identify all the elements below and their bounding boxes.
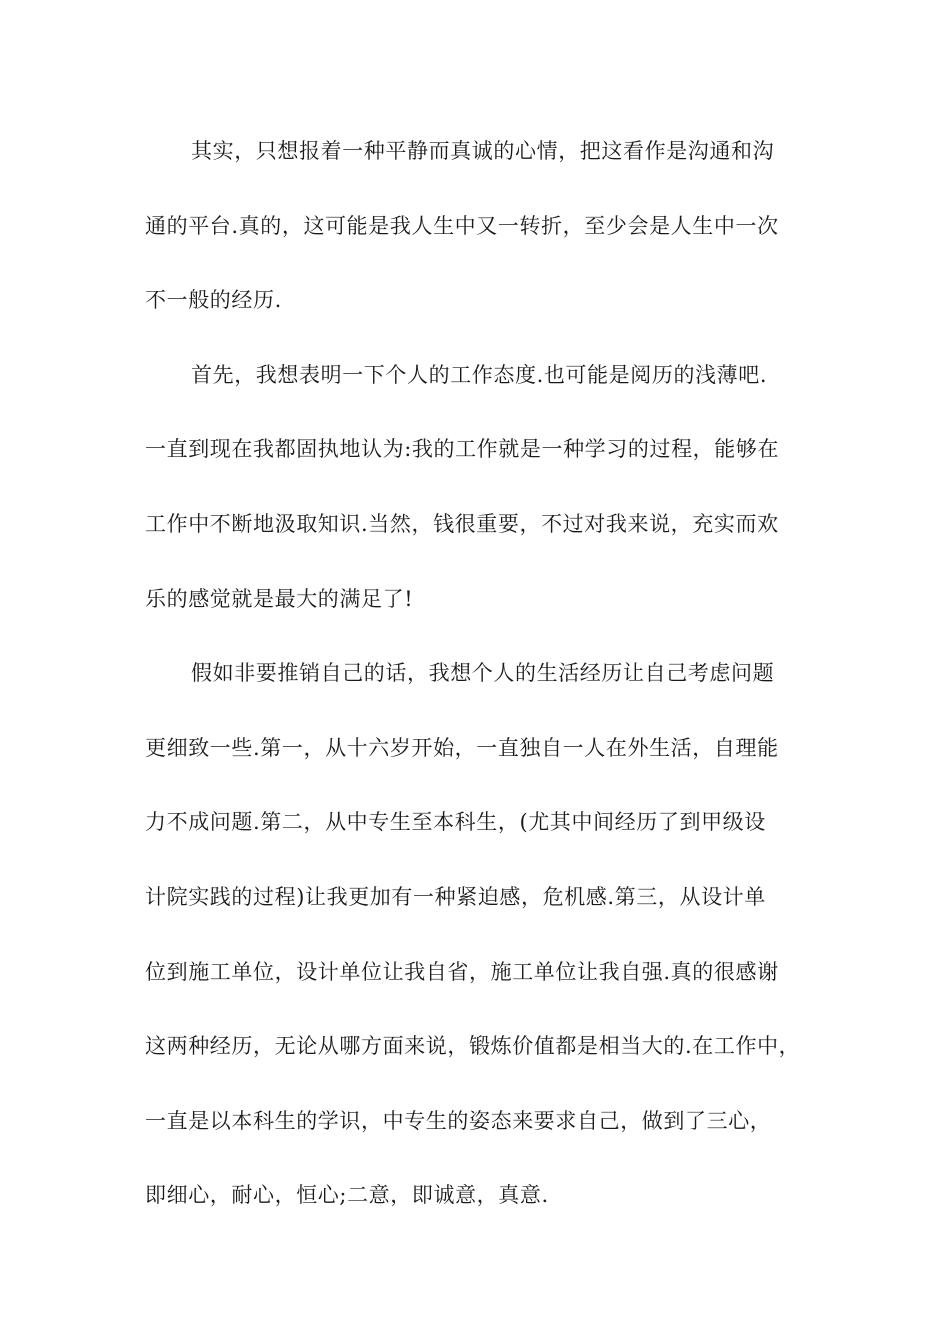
paragraph-2-line-2: 一直到现在我都固执地认为:我的工作就是一种学习的过程，能够在: [145, 437, 780, 462]
paragraph-3-line-1: 假如非要推销自己的话，我想个人的生活经历让自己考虑问题: [191, 661, 775, 686]
paragraph-3-line-2: 更细致一些.第一，从十六岁开始，一直独自一人在外生活，自理能: [145, 735, 779, 760]
paragraph-2-line-1: 首先，我想表明一下个人的工作态度.也可能是阅历的浅薄吧.: [191, 362, 768, 387]
paragraph-3-line-4: 计院实践的过程)让我更加有一种紧迫感，危机感.第三，从设计单: [145, 884, 766, 909]
paragraph-2-line-3: 工作中不断地汲取知识.当然，钱很重要，不过对我来说，充实而欢: [145, 511, 779, 536]
paragraph-1-line-3: 不一般的经历.: [145, 288, 282, 313]
paragraph-3-line-3: 力不成问题.第二，从中专生至本科生，(尤其中间经历了到甲级设: [145, 810, 766, 835]
paragraph-2-line-4: 乐的感觉就是最大的满足了!: [145, 586, 414, 611]
paragraph-3-line-5: 位到施工单位，设计单位让我自省，施工单位让我自强.真的很感谢: [145, 959, 779, 984]
paragraph-3-line-7: 一直是以本科生的学识，中专生的姿态来要求自己，做到了三心，: [145, 1108, 772, 1133]
paragraph-3-line-8: 即细心，耐心，恒心;二意，即诚意，真意.: [145, 1183, 549, 1208]
paragraph-1-line-1: 其实，只想报着一种平静而真诚的心情，把这看作是沟通和沟: [191, 139, 775, 163]
paragraph-3-line-6: 这两种经历，无论从哪方面来说，锻炼价值都是相当大的.在工作中，: [145, 1034, 801, 1059]
paragraph-1-line-2: 通的平台.真的，这可能是我人生中又一转折，至少会是人生中一次: [145, 213, 779, 238]
body-text: [145, 131, 825, 1250]
